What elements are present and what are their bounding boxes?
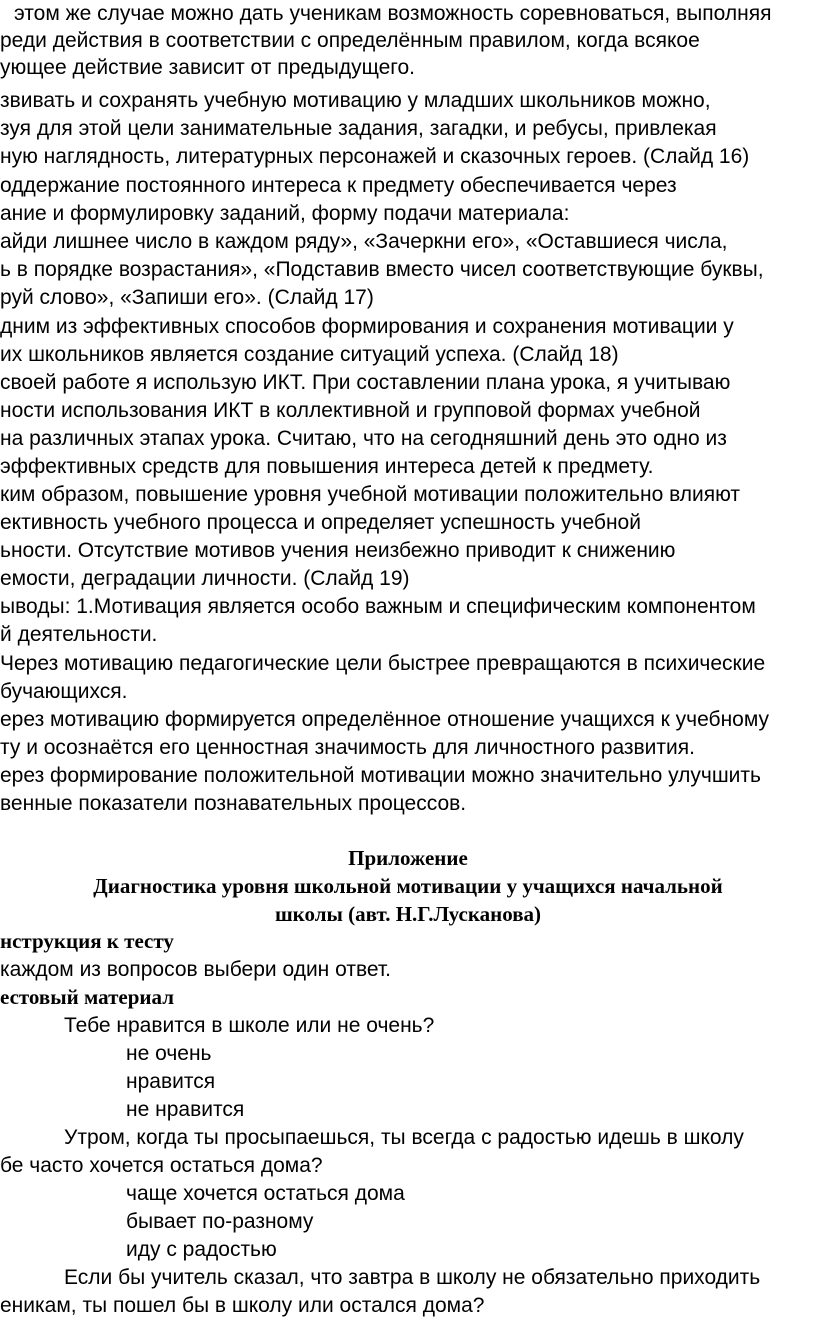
question-2-option: иду с радостью: [126, 1238, 277, 1261]
body-line: зуя для этой цели занимательные задания, загадки, и ребусы, привлекая: [0, 117, 717, 140]
body-line: й деятельности.: [0, 623, 158, 646]
body-line: звивать и сохранять учебную мотивацию у младших школьников можно,: [0, 89, 711, 112]
body-line: ыводы: 1.Мотивация является особо важным и специфическим компонентом: [0, 595, 756, 618]
question-1-option: не очень: [126, 1042, 212, 1065]
appendix-title: Приложение: [348, 846, 468, 870]
instruction-text: каждом из вопросов выбери один ответ.: [0, 958, 391, 981]
body-line: емости, деградации личности. (Слайд 19): [0, 567, 410, 590]
body-line: ь в порядке возрастания», «Подставив вместо чисел соответствующие буквы,: [0, 258, 764, 281]
question-2-option: бывает по-разному: [126, 1210, 314, 1233]
body-line: эффективных средств для повышения интереса детей к предмету.: [0, 455, 654, 478]
body-line: их школьников является создание ситуаций успеха. (Слайд 18): [0, 343, 619, 366]
body-line: ерез формирование положительной мотивации можно значительно улучшить: [0, 764, 761, 787]
question-1-option: не нравится: [126, 1098, 245, 1121]
question-1: Тебе нравится в школе или не очень?: [64, 1014, 435, 1037]
body-line: венные показатели познавательных процессов.: [0, 792, 467, 815]
body-line: на различных этапах урока. Считаю, что на сегодняшний день это одно из: [0, 427, 727, 450]
body-line: ективность учебного процесса и определяет успешность учебной: [0, 511, 641, 534]
question-3-line1: Если бы учитель сказал, что завтра в школу не обязательно приходить: [64, 1266, 761, 1289]
question-3-line2: еникам, ты пошел бы в школу или остался дома?: [0, 1294, 485, 1317]
body-line: ующее действие зависит от предыдущего.: [0, 56, 416, 79]
body-line: ную наглядность, литературных персонажей и сказочных героев. (Слайд 16): [0, 145, 750, 168]
question-2-line2: бе часто хочется остаться дома?: [0, 1154, 323, 1177]
body-line: Через мотивацию педагогические цели быстрее превращаются в психические: [0, 652, 766, 675]
body-line: оддержание постоянного интереса к предмету обеспечивается через: [0, 174, 677, 197]
body-line: ту и осознаётся его ценностная значимость для личностного развития.: [0, 736, 695, 759]
body-line: ким образом, повышение уровня учебной мотивации положительно влияют: [0, 483, 741, 506]
body-line: реди действия в соответствии с определённым правилом, когда всякое: [0, 29, 700, 52]
body-line: дним из эффективных способов формирования и сохранения мотивации у: [0, 315, 734, 338]
body-line: этом же случае можно дать ученикам возможность соревноваться, выполняя: [14, 2, 772, 25]
body-line: ности использования ИКТ в коллективной и групповой формах учебной: [0, 399, 701, 422]
question-2-option: чаще хочется остаться дома: [126, 1182, 405, 1205]
instruction-heading: нструкция к тесту: [0, 929, 174, 953]
body-line: айди лишнее число в каждом ряду», «Зачеркни его», «Оставшиеся числа,: [0, 230, 728, 253]
body-line: ерез мотивацию формируется определённое отношение учащихся к учебному: [0, 708, 770, 731]
body-line: своей работе я использую ИКТ. При составлении плана урока, я учитываю: [0, 371, 731, 394]
question-1-option: нравится: [126, 1070, 216, 1093]
body-line: бучающихся.: [0, 680, 128, 703]
body-line: ание и формулировку заданий, форму подачи материала:: [0, 202, 570, 225]
material-heading: естовый материал: [0, 985, 174, 1009]
diagnostic-title-line1: Диагностика уровня школьной мотивации у учащихся начальной: [93, 874, 723, 898]
body-line: руй слово», «Запиши его». (Слайд 17): [0, 286, 374, 309]
question-2-line1: Утром, когда ты просыпаешься, ты всегда с радостью идешь в школу: [64, 1126, 744, 1149]
diagnostic-title-line2: школы (авт. Н.Г.Лусканова): [274, 902, 542, 926]
body-line: ьности. Отсутствие мотивов учения неизбежно приводит к снижению: [0, 539, 676, 562]
